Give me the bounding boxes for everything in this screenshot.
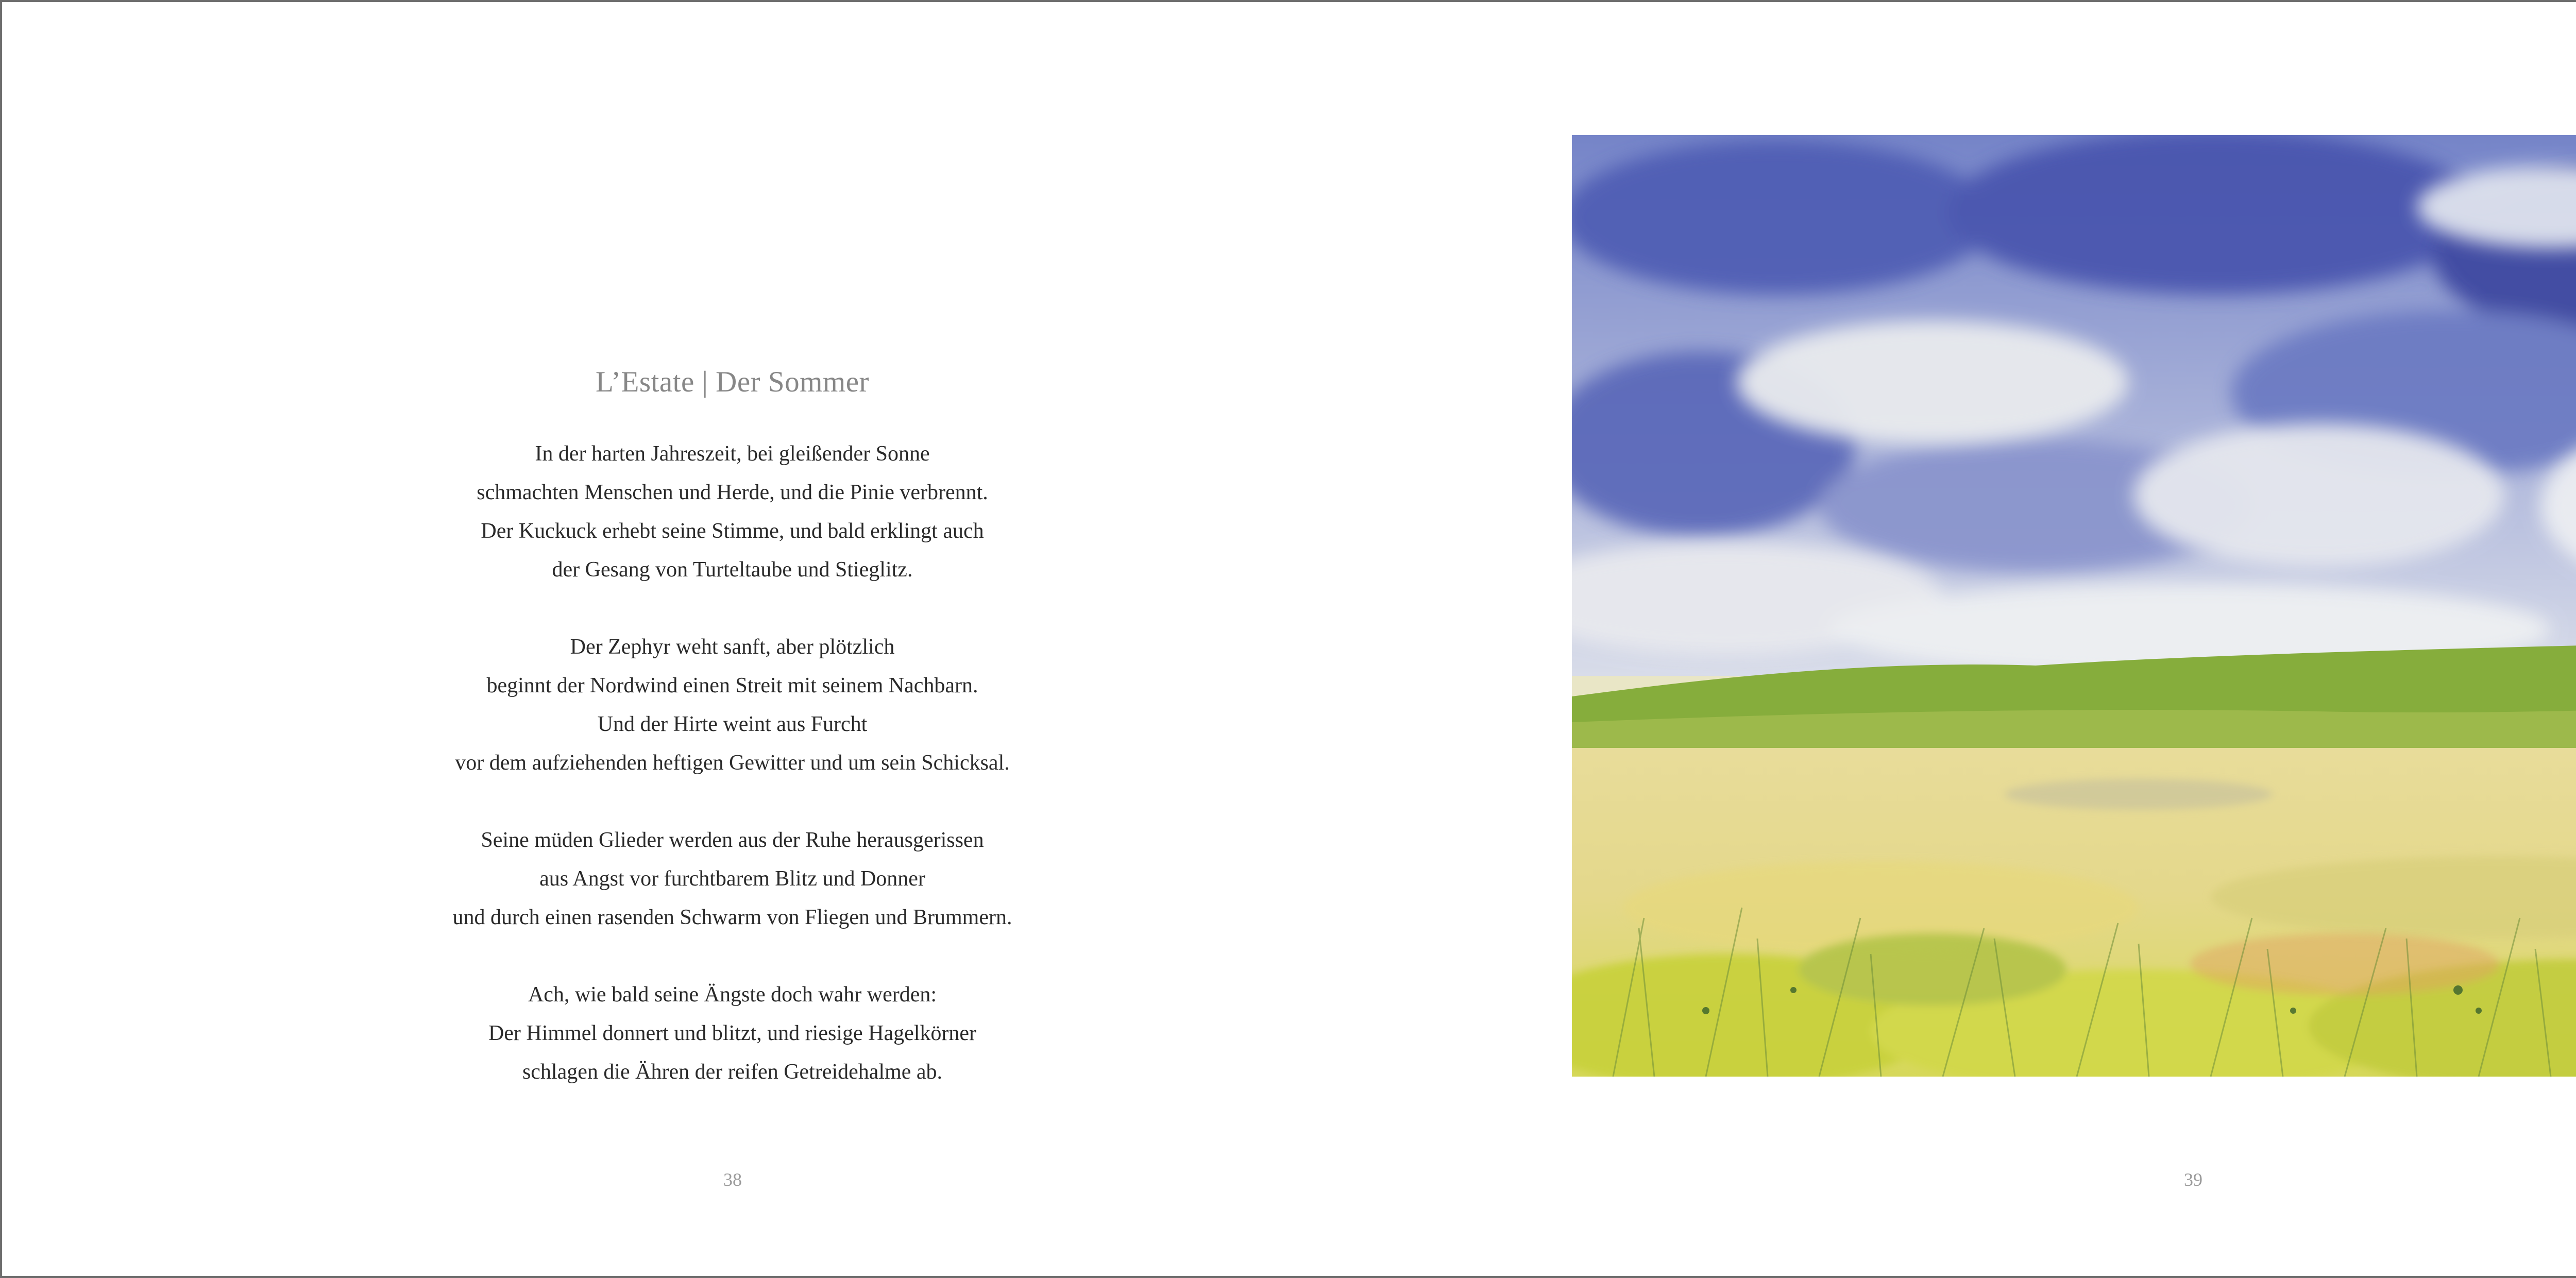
poem-stanza: [2, 435, 1463, 589]
page-number-right: 39: [2184, 1169, 2202, 1190]
poem-line: Der Kuckuck erhebt seine Stimme, und bald erklingt auch: [481, 519, 984, 543]
poem-line: Ach, wie bald seine Ängste doch wahr werden:: [528, 983, 937, 1007]
poem-line: aus Angst vor furchtbarem Blitz und Donner: [539, 867, 925, 891]
poem-line: vor dem aufziehenden heftigen Gewitter und um sein Schicksal.: [455, 751, 1010, 775]
poem-line: Seine müden Glieder werden aus der Ruhe herausgerissen: [481, 828, 984, 852]
poem-text: [2, 435, 1463, 1092]
poem-stanza: [2, 821, 1463, 937]
right-page: [1463, 2, 2576, 1276]
poem-line: und durch einen rasenden Schwarm von Fliegen und Brummern.: [452, 906, 1012, 929]
page-number-left: 38: [723, 1169, 742, 1190]
poem-line: Der Zephyr weht sanft, aber plötzlich: [570, 635, 895, 659]
poem-stanza: [2, 976, 1463, 1092]
watercolor-painting: [1572, 135, 2576, 1077]
poem-line: schmachten Menschen und Herde, und die Pinie verbrennt.: [477, 481, 988, 504]
poem-line: schlagen die Ähren der reifen Getreidehalme ab.: [522, 1060, 943, 1084]
poem-title: L’Estate | Der Sommer: [595, 366, 870, 398]
landscape-image: [1572, 135, 2576, 1077]
poem-line: Und der Hirte weint aus Furcht: [597, 712, 868, 736]
poem-line: Der Himmel donnert und blitzt, und riesige Hagelkörner: [488, 1021, 977, 1045]
poem-line: In der harten Jahreszeit, bei gleißender Sonne: [535, 442, 930, 466]
poem-stanza: [2, 628, 1463, 782]
left-page: [2, 2, 1463, 1276]
poem-line: der Gesang von Turteltaube und Stieglitz.: [552, 558, 913, 582]
poem-line: beginnt der Nordwind einen Streit mit seinem Nachbarn.: [486, 674, 978, 697]
